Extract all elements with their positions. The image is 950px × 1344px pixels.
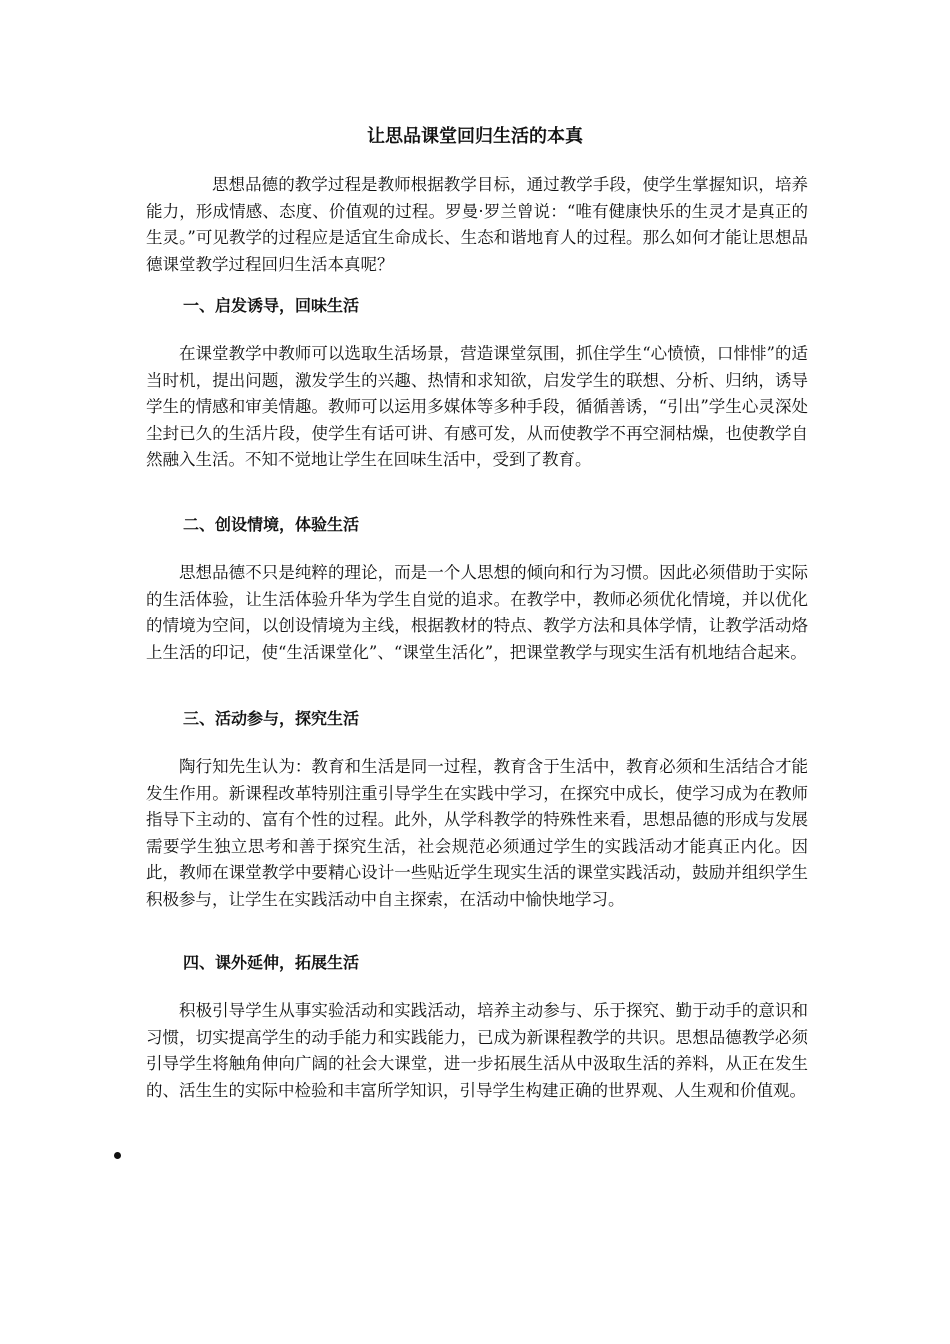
section-paragraph-4: 积极引导学生从事实验活动和实践活动，培养主动参与、乐于探究、勤于动手的意识和习惯，切实提高学生的动手能力和实践能力，已成为新课程教学的共识。思想品德教学必须引导学生将触角伸向广阔的社会大课堂，进一步拓展生活从中汲取生活的养料，从正在发生的、活生生的实际中检验和丰富所学知识，引导学生构建正确的世界观、人生观和价值观。 (146, 1001, 808, 1100)
section-paragraph-2: 思想品德不只是纯粹的理论，而是一个人思想的倾向和行为习惯。因此必须借助于实际的生活体验，让生活体验升华为学生自觉的追求。在教学中，教师必须优化情境，并以优化的情境为空间，以创设情境为主线，根据教材的特点、教学方法和具体学情，让教学活动烙上生活的印记，使“生活课堂化”、“课堂生活化”，把课堂教学与现实生活有机地结合起来。 (146, 563, 808, 662)
section-heading-4: 四、课外延伸，拓展生活 (183, 953, 360, 972)
intro-paragraph: 思想品德的教学过程是教师根据教学目标，通过教学手段，使学生掌握知识，培养能力，形成情感、态度、价值观的过程。罗曼·罗兰曾说：“唯有健康快乐的生灵才是真正的生灵。”可见教学的过程应是适宜生命成长、生态和谐地育人的过程。那么如何才能让思想品德课堂教学过程回归生活本真呢？ (146, 175, 808, 274)
page-title: 让思品课堂回归生活的本真 (367, 126, 583, 147)
section-paragraph-3: 陶行知先生认为：教育和生活是同一过程，教育含于生活中，教育必须和生活结合才能发生作用。新课程改革特别注重引导学生在实践中学习，在探究中成长，使学习成为在教师指导下主动的、富有个性的过程。此外，从学科教学的特殊性来看，思想品德的形成与发展需要学生独立思考和善于探究生活，社会规范必须通过学生的实践活动才能真正内化。因此，教师在课堂教学中要精心设计一些贴近学生现实生活的课堂实践活动，鼓励并组织学生积极参与，让学生在实践活动中自主探索，在活动中愉快地学习。 (146, 757, 808, 909)
section-paragraph-1: 在课堂教学中教师可以选取生活场景，营造课堂氛围，抓住学生“心愤愤，口悱悱”的适当时机，提出问题，激发学生的兴趣、热情和求知欲，启发学生的联想、分析、归纳，诱导学生的情感和审美情趣。教师可以运用多媒体等多种手段，循循善诱，“引出”学生心灵深处尘封已久的生活片段，使学生有话可讲、有感可发，从而使教学不再空洞枯燥，也使教学自然融入生活。不知不觉地让学生在回味生活中，受到了教育。 (146, 344, 808, 469)
section-heading-2: 二、创设情境，体验生活 (183, 515, 360, 534)
section-heading-3: 三、活动参与，探究生活 (183, 709, 360, 728)
bullet-dot-icon (114, 1152, 121, 1159)
section-heading-1: 一、启发诱导，回味生活 (183, 296, 360, 315)
